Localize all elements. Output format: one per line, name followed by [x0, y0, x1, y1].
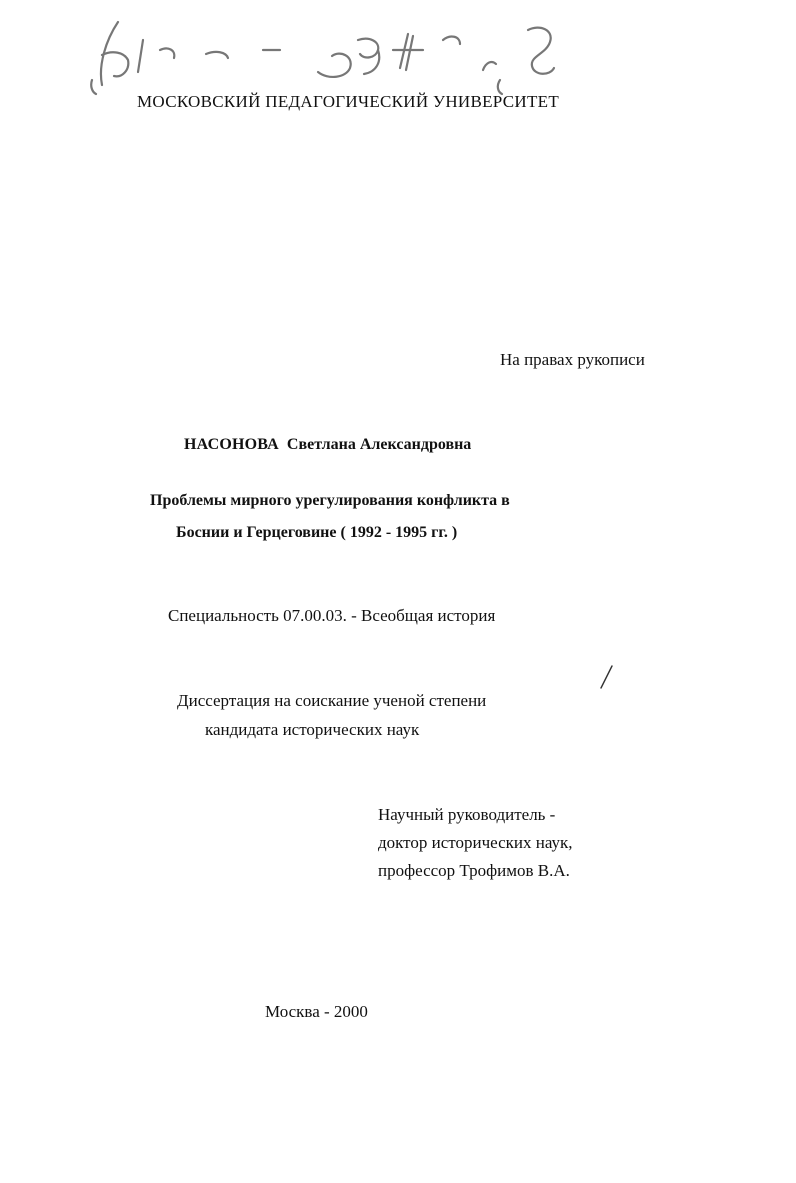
manuscript-note: На правах рукописи [500, 350, 645, 369]
pen-slash-mark [598, 664, 614, 690]
institution-name: МОСКОВСКИЙ ПЕДАГОГИЧЕСКИЙ УНИВЕРСИТЕТ [137, 92, 560, 111]
dissertation-title-line-1: Проблемы мирного урегулирования конфликта в [150, 492, 510, 509]
author-surname: НАСОНОВА [184, 436, 279, 453]
specialty-line: Специальность 07.00.03. - Всеобщая история [168, 606, 496, 625]
handwritten-archive-mark [88, 10, 588, 100]
supervisor-line-1: Научный руководитель - [378, 805, 556, 824]
city-year: Москва - 2000 [265, 1002, 368, 1021]
author-name [184, 435, 471, 455]
degree-line-2: кандидата исторических наук [205, 720, 420, 739]
supervisor-line-3: профессор Трофимов В.А. [378, 861, 570, 880]
author-given-name: Светлана Александровна [286, 436, 472, 453]
supervisor-line-2: доктор исторических наук, [378, 833, 573, 852]
dissertation-title-line-2: Боснии и Герцеговине ( 1992 - 1995 гг. ) [176, 524, 458, 541]
degree-line-1: Диссертация на соискание ученой степени [177, 691, 487, 710]
